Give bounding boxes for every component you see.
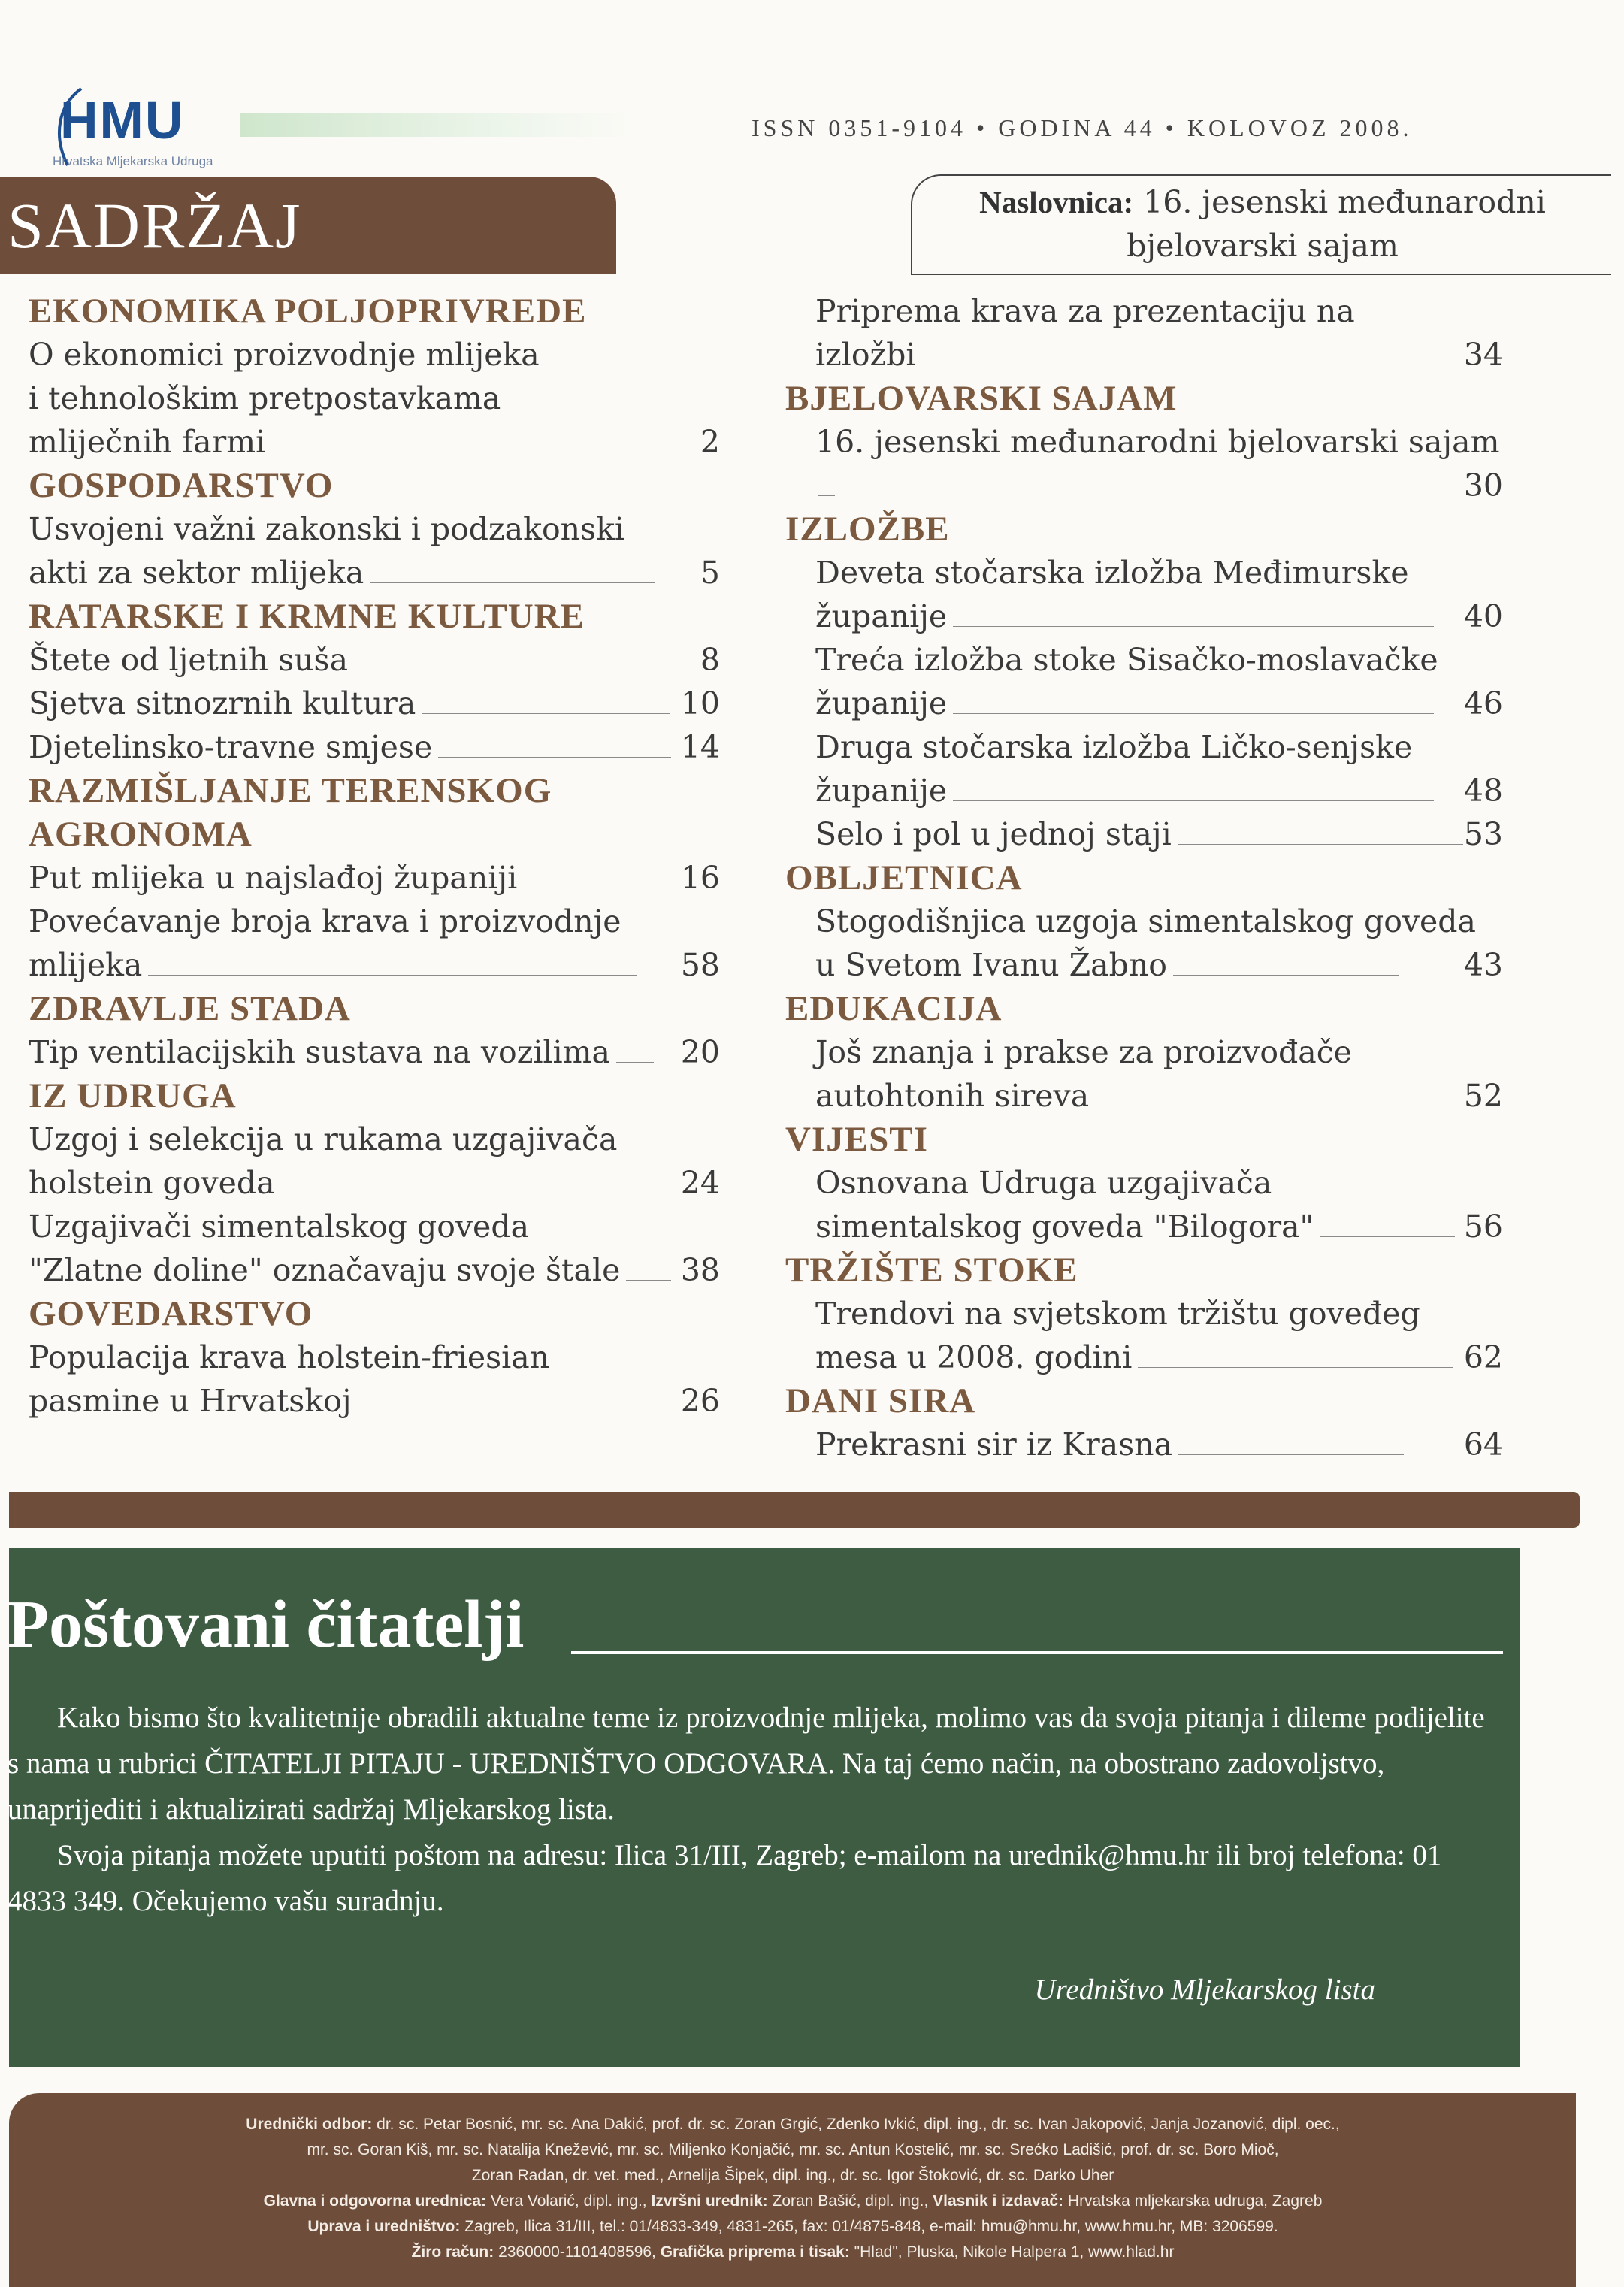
toc-item[interactable]: [29, 900, 720, 987]
notice-signature: Uredništvo Mljekarskog lista: [1034, 1974, 1375, 2006]
toc-page: 58: [680, 947, 720, 983]
toc-section: EKONOMIKA POLJOPRIVREDE: [29, 292, 587, 331]
toc-item[interactable]: [815, 725, 1503, 812]
toc-right-column: [785, 289, 1503, 1466]
toc-item[interactable]: [815, 638, 1503, 725]
toc-item-text: holstein goveda: [29, 1165, 275, 1201]
toc-item-text: Trendovi na svjetskom tržištu goveđeg: [815, 1296, 1420, 1332]
toc-section: RATARSKE I KRMNE KULTURE: [29, 597, 585, 636]
toc-item[interactable]: [815, 551, 1503, 638]
toc-page: 16: [680, 860, 720, 896]
toc-page: 48: [1463, 773, 1503, 809]
toc-item-text: Uzgajivači simentalskog goveda: [29, 1209, 530, 1245]
toc-page: 62: [1463, 1339, 1503, 1375]
toc-item[interactable]: [29, 682, 720, 725]
issn-line: ISSN 0351-9104 • GODINA 44 • KOLOVOZ 2008.: [752, 114, 1413, 141]
toc-item-text: Stogodišnjica uzgoja simentalskog goveda: [815, 903, 1476, 939]
toc-item-text: Deveta stočarska izložba Međimurske: [815, 555, 1409, 591]
toc-item-text: akti za sektor mlijeka: [29, 555, 364, 591]
readers-notice-body: [8, 1695, 1503, 1924]
toc-page: 24: [680, 1165, 720, 1201]
toc-item[interactable]: [29, 507, 720, 594]
toc-page: 43: [1463, 947, 1503, 983]
logo-band: [240, 113, 631, 137]
toc-section: OBLJETNICA: [785, 858, 1023, 897]
toc-item[interactable]: [29, 333, 720, 464]
imprint-label: Vlasnik i izdavač:: [928, 2192, 1064, 2210]
cover-label: Naslovnica:: [979, 185, 1134, 219]
toc-item-text: 16. jesenski međunarodni bjelovarski sajam: [815, 424, 1500, 460]
toc-item[interactable]: [815, 420, 1503, 507]
imprint-label: Izvršni urednik:: [646, 2192, 768, 2210]
toc-item-text: autohtonih sireva: [815, 1078, 1090, 1114]
imprint-line: Hrvatska mljekarska udruga, Zagreb: [1063, 2192, 1323, 2210]
readers-notice-title: Poštovani čitatelji: [8, 1587, 525, 1662]
toc-section: RAZMIŠLJANJE TERENSKOG: [29, 771, 552, 810]
toc-item[interactable]: [29, 638, 720, 682]
toc-item-text: Djetelinsko-travne smjese: [29, 729, 433, 765]
toc-page: 20: [680, 1034, 720, 1070]
toc-item[interactable]: [815, 1161, 1503, 1248]
toc-item[interactable]: [815, 289, 1503, 377]
imprint-line: Vera Volarić, dipl. ing.,: [486, 2192, 647, 2210]
toc-item-text: Priprema krava za prezentaciju na: [815, 293, 1355, 329]
toc-item-text: mesa u 2008. godini: [815, 1339, 1133, 1375]
toc-item-text: Selo i pol u jednoj staji: [815, 816, 1172, 852]
imprint-label: Urednički odbor:: [246, 2116, 373, 2133]
toc-item-text: i tehnološkim pretpostavkama: [29, 380, 501, 416]
imprint-line: dr. sc. Petar Bosnić, mr. sc. Ana Dakić, prof. dr. sc. Zoran Grgić, Zdenko Ivkić, dipl. ing., dr. sc. Ivan Jakopović, Janja Jozanović, dipl. oec.,: [372, 2116, 1340, 2133]
toc-page: 30: [1463, 467, 1503, 504]
cover-text-1: 16. jesenski međunarodni: [1133, 184, 1546, 220]
logo-text: HMU: [60, 91, 185, 150]
toc-section: TRŽIŠTE STOKE: [785, 1251, 1078, 1290]
toc-item-text: Usvojeni važni zakonski i podzakonski: [29, 511, 625, 547]
toc-title: SADRŽAJ: [8, 189, 302, 262]
toc-section: AGRONOMA: [29, 815, 253, 854]
toc-item-text: izložbi: [815, 337, 916, 373]
cover-text-2: bjelovarski sajam: [1127, 228, 1399, 264]
toc-item-text: Druga stočarska izložba Ličko-senjske: [815, 729, 1413, 765]
toc-section: GOVEDARSTVO: [29, 1294, 313, 1333]
notice-paragraph: Svoja pitanja možete uputiti poštom na adresu: Ilica 31/III, Zagreb; e-mailom na urednik@hmu.hr ili broj telefona: 01 4833 349. Očekujemo vašu suradnju.: [8, 1839, 1442, 1917]
toc-page: 52: [1463, 1078, 1503, 1114]
toc-item-text: Treća izložba stoke Sisačko-moslavačke: [815, 642, 1438, 678]
toc-item[interactable]: [29, 1205, 720, 1292]
toc-page: 5: [700, 555, 720, 591]
toc-page: 8: [700, 642, 720, 678]
toc-page: 34: [1463, 337, 1503, 373]
toc-left-column: [29, 289, 720, 1423]
toc-item-text: Populacija krava holstein-friesian: [29, 1339, 550, 1375]
toc-item-text: Povećavanje broja krava i proizvodnje: [29, 903, 621, 939]
toc-section: BJELOVARSKI SAJAM: [785, 379, 1178, 418]
toc-item[interactable]: [29, 1030, 720, 1074]
toc-page: 64: [1463, 1426, 1503, 1463]
toc-section: IZLOŽBE: [785, 510, 950, 549]
toc-item[interactable]: [29, 856, 720, 900]
toc-item-text: županije: [815, 773, 948, 809]
toc-item-text: "Zlatne doline" označavaju svoje štale: [29, 1252, 621, 1288]
toc-item-text: simentalskog goveda "Bilogora": [815, 1209, 1314, 1245]
toc-section: DANI SIRA: [785, 1381, 976, 1420]
imprint-label: Glavna i odgovorna urednica:: [263, 2192, 487, 2210]
toc-item-text: Sjetva sitnozrnih kultura: [29, 685, 416, 721]
toc-item-text: Štete od ljetnih suša: [29, 642, 349, 678]
imprint-text: [23, 2112, 1563, 2265]
imprint-line: mr. sc. Goran Kiš, mr. sc. Natalija Knežević, mr. sc. Miljenko Konjačić, mr. sc. Antun Kostelić, mr. sc. Srećko Ladišić, prof. dr. sc. Boro Mioč,: [307, 2141, 1279, 2158]
toc-section: GOSPODARSTVO: [29, 466, 334, 505]
imprint-line: Zoran Bašić, dipl. ing.,: [767, 2192, 929, 2210]
toc-item-text: Još znanja i prakse za proizvođače: [815, 1034, 1352, 1070]
toc-page: 10: [680, 685, 720, 721]
title-rule: [571, 1651, 1503, 1654]
toc-item-text: u Svetom Ivanu Žabno: [815, 947, 1167, 983]
toc-page: 38: [680, 1252, 720, 1288]
toc-item-text: mlijeka: [29, 947, 143, 983]
divider-strip: [9, 1492, 1580, 1528]
toc-item-text: Put mlijeka u najslađoj županiji: [29, 860, 518, 896]
toc-item[interactable]: [29, 725, 720, 769]
logo-subtitle: Hrvatska Mljekarska Udruga: [53, 154, 213, 168]
toc-page: 2: [700, 424, 720, 460]
toc-page: 46: [1463, 685, 1503, 721]
toc-item[interactable]: [815, 1030, 1503, 1118]
toc-item-text: O ekonomici proizvodnje mlijeka: [29, 337, 540, 373]
imprint-label: Žiro račun:: [411, 2243, 494, 2261]
toc-item[interactable]: [815, 900, 1503, 987]
toc-item-text: Tip ventilacijskih sustava na vozilima: [29, 1034, 610, 1070]
toc-page: 40: [1463, 598, 1503, 634]
toc-item[interactable]: [815, 1423, 1503, 1466]
imprint-label: Uprava i uredništvo:: [307, 2218, 461, 2235]
imprint-label: Grafička priprema i tisak:: [655, 2243, 850, 2261]
toc-page: 53: [1463, 816, 1503, 852]
toc-item[interactable]: [815, 1292, 1503, 1379]
imprint-line: Zoran Radan, dr. vet. med., Arnelija Šipek, dipl. ing., dr. sc. Igor Štoković, dr. sc. Darko Uher: [471, 2167, 1114, 2184]
toc-item[interactable]: [29, 1336, 720, 1423]
toc-item-text: Osnovana Udruga uzgajivača: [815, 1165, 1272, 1201]
toc-section: EDUKACIJA: [785, 989, 1003, 1028]
notice-paragraph: Kako bismo što kvalitetnije obradili aktualne teme iz proizvodnje mlijeka, molimo vas da svoja pitanja i dileme podijelite s nama u rubrici ČITATELJI PITAJU - UREDNIŠTVO ODGOVARA. Na taj ćemo način, na obostrano zadovoljstvo, unaprijediti i aktualizirati sadržaj Mljekarskog lista.: [8, 1702, 1485, 1826]
toc-page: 56: [1463, 1209, 1503, 1245]
toc-item-text: županije: [815, 598, 948, 634]
toc-section: IZ UDRUGA: [29, 1076, 237, 1115]
toc-item-text: Prekrasni sir iz Krasna: [815, 1426, 1173, 1463]
imprint-line: "Hlad", Pluska, Nikole Halpera 1, www.hlad.hr: [849, 2243, 1175, 2261]
toc-item-text: županije: [815, 685, 948, 721]
toc-item-text: mliječnih farmi: [29, 424, 266, 460]
imprint-line: Zagreb, Ilica 31/III, tel.: 01/4833-349, 4831-265, fax: 01/4875-848, e-mail: hmu@hmu.hr, www.hmu.hr, MB: 3206599.: [460, 2218, 1278, 2235]
toc-page: 26: [680, 1383, 720, 1419]
toc-item[interactable]: [29, 1118, 720, 1205]
imprint-line: 2360000-1101408596,: [494, 2243, 656, 2261]
cover-caption: [932, 180, 1593, 268]
toc-item-text: pasmine u Hrvatskoj: [29, 1383, 352, 1419]
toc-page: 14: [680, 729, 720, 765]
toc-item-text: Uzgoj i selekcija u rukama uzgajivača: [29, 1121, 618, 1157]
toc-item[interactable]: [815, 812, 1503, 856]
toc-section: ZDRAVLJE STADA: [29, 989, 351, 1028]
toc-section: VIJESTI: [785, 1120, 928, 1159]
